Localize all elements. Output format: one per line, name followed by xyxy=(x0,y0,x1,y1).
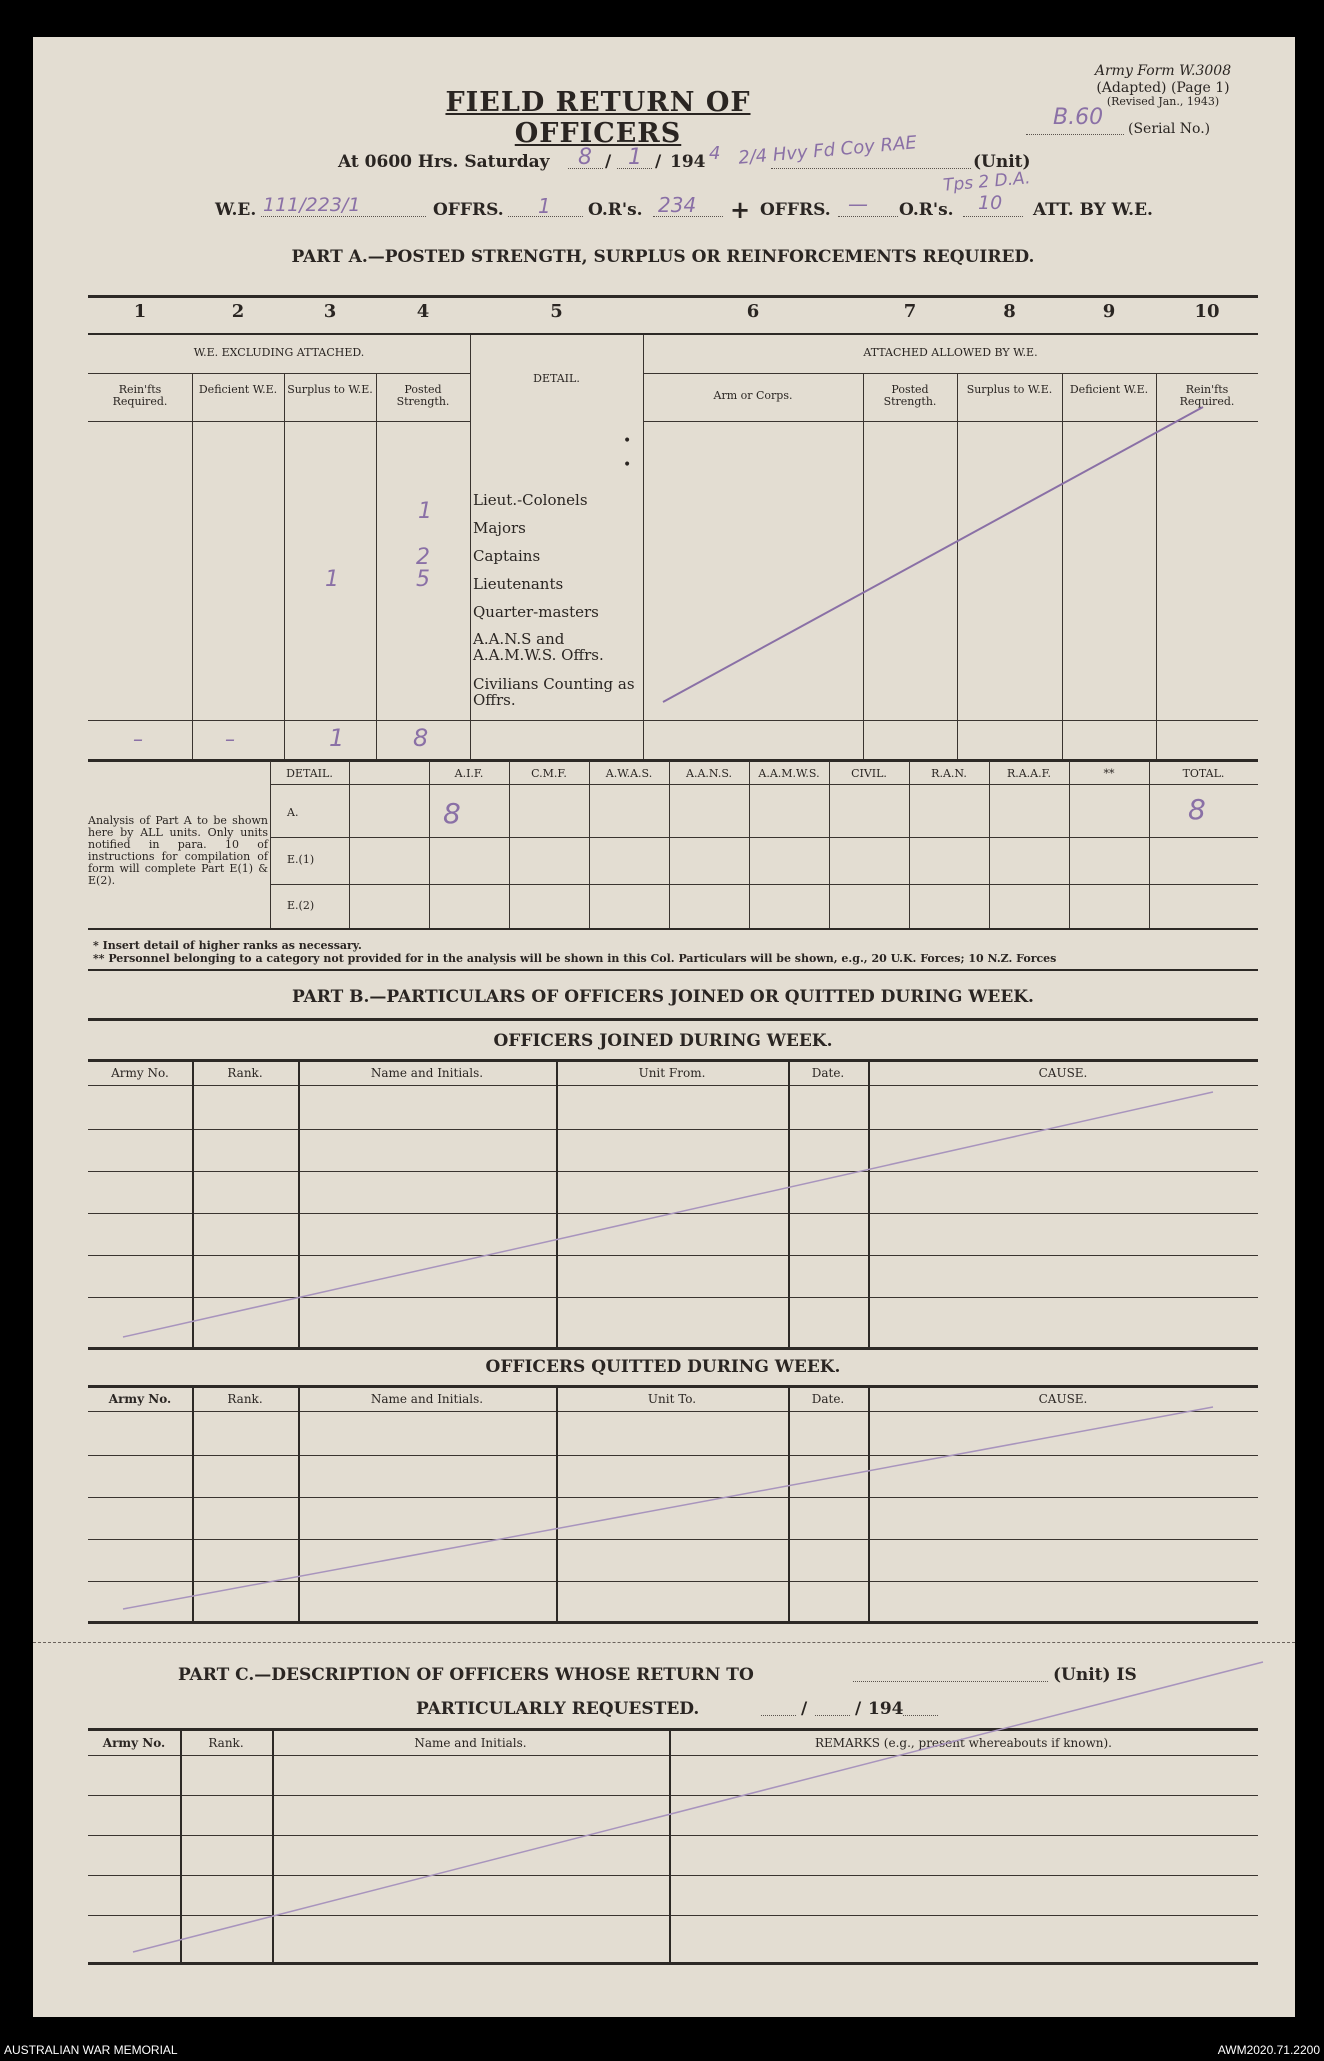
col-number: 10 xyxy=(1194,301,1220,322)
footnote-1: * Insert detail of higher ranks as necessary. xyxy=(93,939,362,952)
footer-right: AWM2020.71.2200 xyxy=(1217,2043,1320,2057)
col4-total: 8 xyxy=(413,724,429,752)
col-number: 2 xyxy=(231,301,245,322)
we-label: W.E. xyxy=(215,200,257,220)
rank-aans: A.A.N.S and A.A.M.W.S. Offrs. xyxy=(473,630,604,664)
col1-total: – xyxy=(133,727,143,751)
joined-col-name: Name and Initials. xyxy=(370,1066,484,1080)
part-b-heading: PART B.—PARTICULARS OF OFFICERS JOINED OR QUITTED DURING WEEK. xyxy=(292,987,1034,1007)
ors2-label: O.R's. xyxy=(899,200,954,220)
part-c-requested: PARTICULARLY REQUESTED. xyxy=(416,1699,700,1719)
ors2-handwritten: 10 xyxy=(978,192,1003,214)
col4-ltcol: 1 xyxy=(418,499,432,524)
offrs2-handwritten: — xyxy=(848,192,868,216)
att-label: ATT. BY W.E. xyxy=(1033,200,1153,220)
serial-handwritten: B.60 xyxy=(1053,105,1104,130)
col10-header: Rein'fts Required. xyxy=(1179,383,1235,408)
col9-header: Deficient W.E. xyxy=(1069,383,1149,396)
at-line: At 0600 Hrs. Saturday xyxy=(338,152,550,172)
unit-handwritten: 2/4 Hvy Fd Coy RAE xyxy=(737,132,918,169)
joined-col-unit-from: Unit From. xyxy=(638,1066,706,1080)
analysis-col-aif: A.I.F. xyxy=(454,767,484,780)
analysis-col-detail: DETAIL. xyxy=(286,767,333,780)
plus-sign: + xyxy=(730,195,751,224)
col3-lt: 1 xyxy=(325,567,339,592)
col-number: 5 xyxy=(550,301,563,322)
offrs-handwritten: 1 xyxy=(538,194,551,218)
month-handwritten: 1 xyxy=(628,145,642,170)
col4-header: Posted Strength. xyxy=(396,383,450,408)
rank-quartermasters: Quarter-masters xyxy=(473,603,599,621)
col6-header: Arm or Corps. xyxy=(713,389,793,402)
quitted-col-date: Date. xyxy=(811,1392,845,1406)
col-number: 1 xyxy=(133,301,147,322)
col4-lt: 5 xyxy=(416,567,430,592)
col1-header: Rein'fts Required. xyxy=(112,383,168,408)
joined-col-rank: Rank. xyxy=(227,1066,263,1080)
detail-header: DETAIL. xyxy=(533,372,580,385)
joined-col-cause: CAUSE. xyxy=(1038,1066,1088,1080)
col-number: 9 xyxy=(1102,301,1116,322)
ors-label: O.R's. xyxy=(588,200,643,220)
analysis-note: Analysis of Part A to be shown here by ALL units. Only units notified in para. 10 of instructions for compilation of form will complete Part E(1) & E(2). xyxy=(88,814,268,887)
joined-title: OFFICERS JOINED DURING WEEK. xyxy=(493,1031,833,1051)
quitted-title: OFFICERS QUITTED DURING WEEK. xyxy=(485,1357,841,1377)
bullet: • xyxy=(623,433,632,449)
year-prefix: 194 xyxy=(670,152,706,172)
rank-captains: Captains xyxy=(473,547,541,565)
quitted-col-name: Name and Initials. xyxy=(370,1392,484,1406)
adapted-page: (Adapted) (Page 1) xyxy=(1096,80,1230,96)
footnote-2: ** Personnel belonging to a category not provided for in the analysis will be shown in this Col. Particulars will be shown, e.g., 20 U.K. Forces; 10 N.Z. Forces xyxy=(93,952,1057,965)
offrs2-label: OFFRS. xyxy=(760,200,831,220)
analysis-col-cmf: C.M.F. xyxy=(531,767,567,780)
part-c-col-rank: Rank. xyxy=(208,1736,244,1750)
analysis-row-a: A. xyxy=(287,806,299,819)
part-c-col-name: Name and Initials. xyxy=(414,1736,527,1750)
rank-lieutenants: Lieutenants xyxy=(473,575,564,593)
analysis-col-other: ** xyxy=(1103,767,1115,780)
part-c-col-remarks: REMARKS (e.g., present whereabouts if known). xyxy=(815,1736,1112,1750)
analysis-row-e1: E.(1) xyxy=(287,853,315,866)
analysis-col-raaf: R.A.A.F. xyxy=(1006,767,1052,780)
part-c-year: 194 xyxy=(868,1699,904,1719)
unit-handwritten-2: Tps 2 D.A. xyxy=(942,168,1032,196)
unit-label: (Unit) xyxy=(973,152,1031,172)
part-c-heading: PART C.—DESCRIPTION OF OFFICERS WHOSE RETURN TO xyxy=(178,1665,754,1685)
analysis-col-awas: A.W.A.S. xyxy=(605,767,653,780)
aif-a-value: 8 xyxy=(443,797,461,830)
col2-total: – xyxy=(225,727,235,751)
ors-handwritten: 234 xyxy=(658,193,697,217)
col3-total: 1 xyxy=(329,724,345,752)
rank-civilians: Civilians Counting as Offrs. xyxy=(473,675,635,709)
form-sheet: Army Form W.3008 (Adapted) (Page 1) (Revised Jan., 1943) (Serial No.) B.60 FIELD RETURN OF OFFICERS At 0600 Hrs. Saturday / / 194 (Unit) 8 1 4 2/4 Hvy Fd Coy RAE Tps 2 D.A. W.E. 111/223/1 OFFRS. 1 O.R's. 234 + OFFRS. — O.R's. 10 ATT. BY W.E. PART A.—POSTED STRENGTH, SURPLUS OR REINFORCEMENTS REQUIRED. 1 2 3 4 5 6 7 8 9 10 W.E. EXCLUDING ATTACHED. ATTACHED ALLOWED BY W.E. DETAIL. Rein'fts Required. Deficient W.E. Surplus to W.E. Posted Strength. Arm or Corps. Posted Strength. Surplus to W.E. Deficient W.E. Rein'fts Required. • • Lieut.-Colonels Majors Captains Lieutenants Quarter-masters A.A.N.S and A.A.M.W.S. Offrs. Civilians Counting as Offrs. 1 2 5 1 – – 1 8 DETAIL. A.I.F. C.M.F. A.W.A.S. A.A.N.S. A.A.M.W.S. CIVIL. R.A.N. R.A.A.F. ** TOTAL. A. E.(1) E.(2) Analysis of Part A to be shown here by ALL units. Only units notified in para. 10 of instructions for compilation of form will complete Part E(1) & E(2). 8 8 * Insert detail of higher ranks as necessary. ** Personnel belonging to a category not provided for in the analysis will be shown in this Col. Particulars will be shown, e.g., 20 U.K. Forces; 10 N.Z. Forces PART B.—PARTICULARS OF OFFICERS JOINED OR QUITTED DURING WEEK. OFFICERS JOINED DURING WEEK. Army No. Rank. Name and Initials. Unit From. Date. CAUSE. OFFICERS QUITTED DURING WEEK. Army No. Rank. Name and Initials. Unit To. Date. CAUSE. PART C.—DESCRIPTION OF OFFICERS WHOSE RETURN TO (Unit) IS PARTICULARLY REQUESTED. / / 194 Army No. Rank. Name and Initials. REMARKS (e.g., present whereabouts if known). xyxy=(33,37,1295,2017)
analysis-col-aans: A.A.N.S. xyxy=(686,767,732,780)
joined-col-date: Date. xyxy=(811,1066,845,1080)
total-a-value: 8 xyxy=(1188,793,1206,826)
serial-label: (Serial No.) xyxy=(1128,121,1211,137)
col-number: 8 xyxy=(1003,301,1016,322)
offrs-label: OFFRS. xyxy=(433,200,504,220)
we-excluding-header: W.E. EXCLUDING ATTACHED. xyxy=(193,346,365,359)
revised-date: (Revised Jan., 1943) xyxy=(1106,95,1220,108)
year-handwritten: 4 xyxy=(709,143,721,164)
rank-lt-colonels: Lieut.-Colonels xyxy=(473,491,588,509)
quitted-col-cause: CAUSE. xyxy=(1038,1392,1088,1406)
col3-header: Surplus to W.E. xyxy=(287,383,373,396)
col4-capt: 2 xyxy=(416,545,430,570)
col-number: 3 xyxy=(323,301,337,322)
col-number: 7 xyxy=(903,301,917,322)
analysis-col-ran: R.A.N. xyxy=(931,767,967,780)
col7-header: Posted Strength. xyxy=(883,383,937,408)
rank-majors: Majors xyxy=(473,519,526,537)
pencil-strike-lines xyxy=(33,37,1295,2017)
joined-col-army-no: Army No. xyxy=(111,1066,169,1080)
bullet: • xyxy=(623,457,632,473)
quitted-col-army-no: Army No. xyxy=(108,1392,172,1406)
analysis-row-e2: E.(2) xyxy=(287,899,315,912)
col-number: 6 xyxy=(746,301,760,322)
quitted-col-rank: Rank. xyxy=(227,1392,263,1406)
analysis-col-aamws: A.A.M.W.S. xyxy=(758,767,820,780)
col2-header: Deficient W.E. xyxy=(198,383,278,396)
footer-left: AUSTRALIAN WAR MEMORIAL xyxy=(4,2043,178,2057)
form-title: FIELD RETURN OF OFFICERS xyxy=(445,87,751,149)
part-c-col-army-no: Army No. xyxy=(102,1736,166,1750)
col8-header: Surplus to W.E. xyxy=(966,383,1053,396)
quitted-col-unit-to: Unit To. xyxy=(647,1392,697,1406)
day-handwritten: 8 xyxy=(578,145,592,170)
part-a-heading: PART A.—POSTED STRENGTH, SURPLUS OR REINFORCEMENTS REQUIRED. xyxy=(291,247,1035,267)
part-c-unit-is: (Unit) IS xyxy=(1053,1665,1137,1685)
analysis-col-civil: CIVIL. xyxy=(851,767,887,780)
we-handwritten: 111/223/1 xyxy=(263,194,361,216)
analysis-col-total: TOTAL. xyxy=(1182,767,1225,780)
col-number: 4 xyxy=(416,301,430,322)
attached-allowed-header: ATTACHED ALLOWED BY W.E. xyxy=(863,346,1038,359)
army-form-number: Army Form W.3008 xyxy=(1094,63,1232,79)
